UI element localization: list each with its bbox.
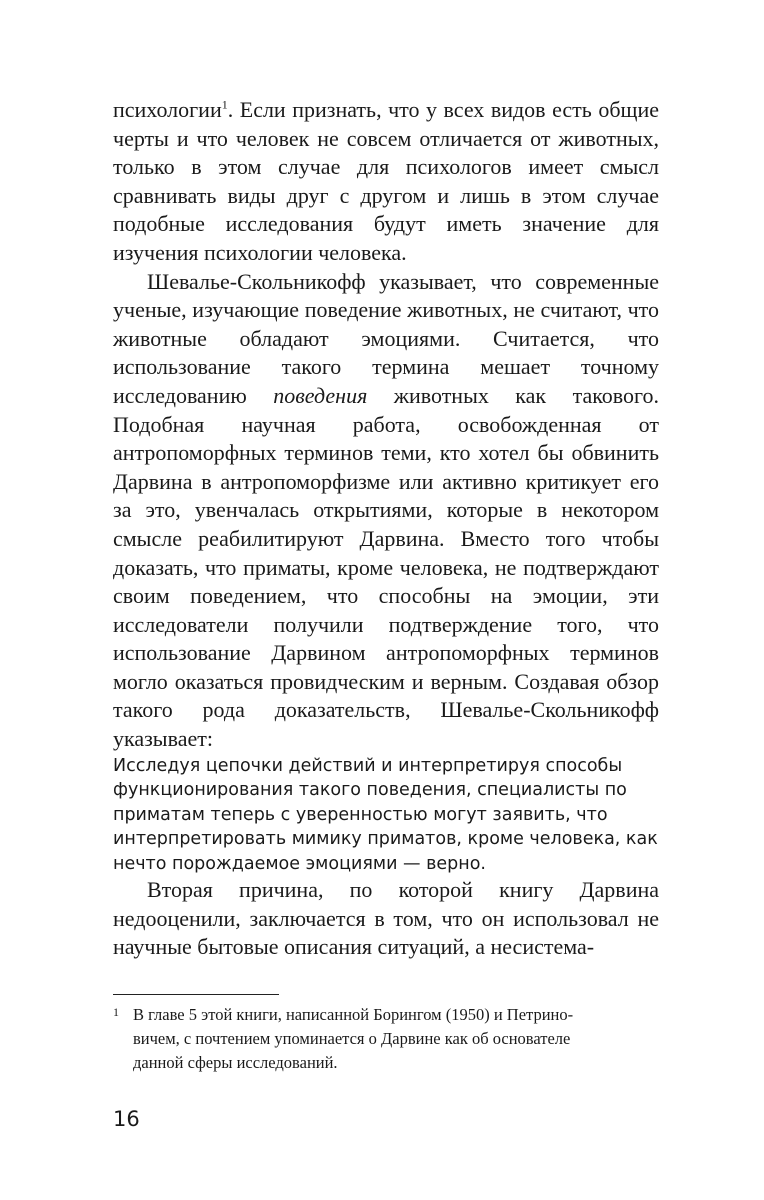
footnote-reference: 1 [221, 97, 228, 112]
paragraph-3: Вторая причина, по которой книгу Дарвина недооценили, заключается в том, что он использовал не научные бытовые описания ситуаций, а несистема- [113, 877, 659, 960]
paragraph-1 [113, 96, 659, 268]
footnote-mark: 1 [113, 1005, 119, 1019]
footnote-line-3: данной сферы исследований. [133, 1053, 338, 1072]
paragraph-2-text-start: Шевалье-Скольникофф указывает, что современные ученые, изучающие поведение животных, не считают, что животные обладают эмоциями. Считается, что использование такого термина мешает точному исследованию [113, 268, 659, 408]
emphasis-word: поведения [273, 382, 368, 408]
paragraph-2 [113, 268, 659, 754]
block-quote: Исследуя цепочки действий и интерпретируя способы функционирования такого поведения, специалисты по приматам теперь с уверенностью могут заявить, что интерпретировать мимику приматов, кроме человека, как нечто порождаемое эмоциями — верно. [113, 755, 658, 874]
paragraph-1-text-end: . Если признать, что у всех видов есть общие черты и что человек не совсем отличается от животных, только в этом случае для психологов имеет смысл сравнивать виды друг с другом и лишь в этом случае подобные исследования будут иметь значение для изучения психологии человека. [113, 97, 659, 265]
paragraph-1-text-start: психологии [113, 97, 222, 122]
footnote-line-1-text: В главе 5 этой книги, написанной Борингом (1950) и Петрино- [133, 1005, 574, 1024]
footnote [113, 1003, 659, 1075]
footnote-line-2: вичем, с почтением упоминается о Дарвине как об основателе [133, 1029, 571, 1048]
page-number: 16 [113, 1107, 140, 1131]
main-text [113, 96, 659, 962]
footnote-divider [113, 994, 279, 995]
footnote-line-1 [113, 1003, 659, 1027]
paragraph-2-text-end: животных как такового. Подобная научная работа, освобожденная от антропоморфных терминов теми, кто хотел бы обвинить Дарвина в антропоморфизме или активно критикует его за это, увенчалась открытиями, которые в некотором смысле реабилитируют Дарвина. Вместо того чтобы доказать, что приматы, кроме человека, не подтверждают своим поведением, что способны на эмоции, эти исследователи получили подтверждение того, что использование Дарвином антропоморфных терминов могло оказаться провидческим и верным. Создавая обзор такого рода доказательств, Шевалье-Скольникофф указывает: [113, 382, 659, 752]
